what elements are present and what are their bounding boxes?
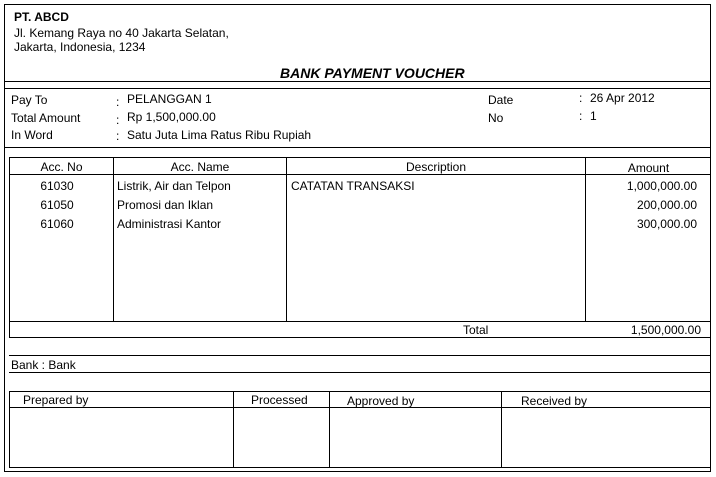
signature-bottom-border: [9, 467, 711, 468]
prepared-by-label: Prepared by: [23, 393, 89, 407]
table-row-amount: 300,000.00: [636, 217, 697, 231]
company-address-line2: Jakarta, Indonesia, 1234: [14, 40, 146, 54]
total-label: Total: [463, 323, 489, 337]
table-body-bottom-border: [9, 321, 711, 322]
company-address-line1: Jl. Kemang Raya no 40 Jakarta Selatan,: [14, 26, 229, 40]
table-row-description: CATATAN TRANSAKSI: [291, 179, 415, 193]
title-divider: [4, 88, 711, 89]
date-colon: :: [579, 91, 583, 105]
processed-label: Processed: [251, 393, 308, 407]
in-word-value: Satu Juta Lima Ratus Ribu Rupiah: [127, 128, 312, 142]
approved-by-label: Approved by: [347, 394, 415, 408]
pay-to-label: Pay To: [11, 93, 48, 107]
header-acc-name: Acc. Name: [170, 160, 230, 174]
bank-top-border: [9, 355, 711, 356]
header-description: Description: [405, 160, 467, 174]
pay-to-colon: :: [116, 95, 120, 109]
received-by-label: Received by: [521, 394, 588, 408]
no-value: 1: [590, 109, 597, 123]
table-row-acc-no: 61050: [40, 198, 74, 212]
signature-divider-2: [329, 391, 330, 468]
table-row-acc-name: Listrik, Air dan Telpon: [117, 179, 231, 193]
total-amount-value: Rp 1,500,000.00: [127, 110, 216, 124]
date-value: 26 Apr 2012: [590, 91, 655, 105]
signature-left-border: [9, 391, 10, 468]
col-divider-1: [113, 157, 114, 321]
table-gap-top: [4, 147, 711, 148]
pay-to-value: PELANGGAN 1: [127, 92, 212, 106]
table-row-acc-no: 61060: [40, 217, 74, 231]
header-divider: [4, 81, 711, 82]
bank-label: Bank : Bank: [11, 358, 76, 372]
bank-bottom-border: [9, 372, 711, 373]
in-word-label: In Word: [11, 128, 53, 142]
signature-top-border: [9, 391, 711, 392]
total-bottom-border: [9, 337, 711, 338]
no-colon: :: [579, 109, 583, 123]
no-label: No: [488, 111, 504, 125]
voucher-title: BANK PAYMENT VOUCHER: [280, 65, 465, 81]
signature-divider-1: [233, 391, 234, 468]
signature-divider-3: [501, 391, 502, 468]
header-amount: Amount: [627, 161, 670, 175]
in-word-colon: :: [116, 129, 120, 143]
total-amount-colon: :: [116, 113, 120, 127]
table-row-acc-no: 61030: [40, 179, 74, 193]
table-top-border: [9, 157, 711, 158]
table-row-amount: 200,000.00: [636, 198, 697, 212]
total-amount-label: Total Amount: [11, 111, 81, 125]
table-row-acc-name: Administrasi Kantor: [117, 217, 222, 231]
company-name: PT. ABCD: [14, 10, 69, 24]
header-acc-no: Acc. No: [40, 160, 83, 174]
table-row-acc-name: Promosi dan Iklan: [117, 198, 214, 212]
table-row-amount: 1,000,000.00: [626, 179, 697, 193]
col-divider-2: [286, 157, 287, 321]
total-value: 1,500,000.00: [630, 323, 701, 337]
date-label: Date: [488, 93, 514, 107]
